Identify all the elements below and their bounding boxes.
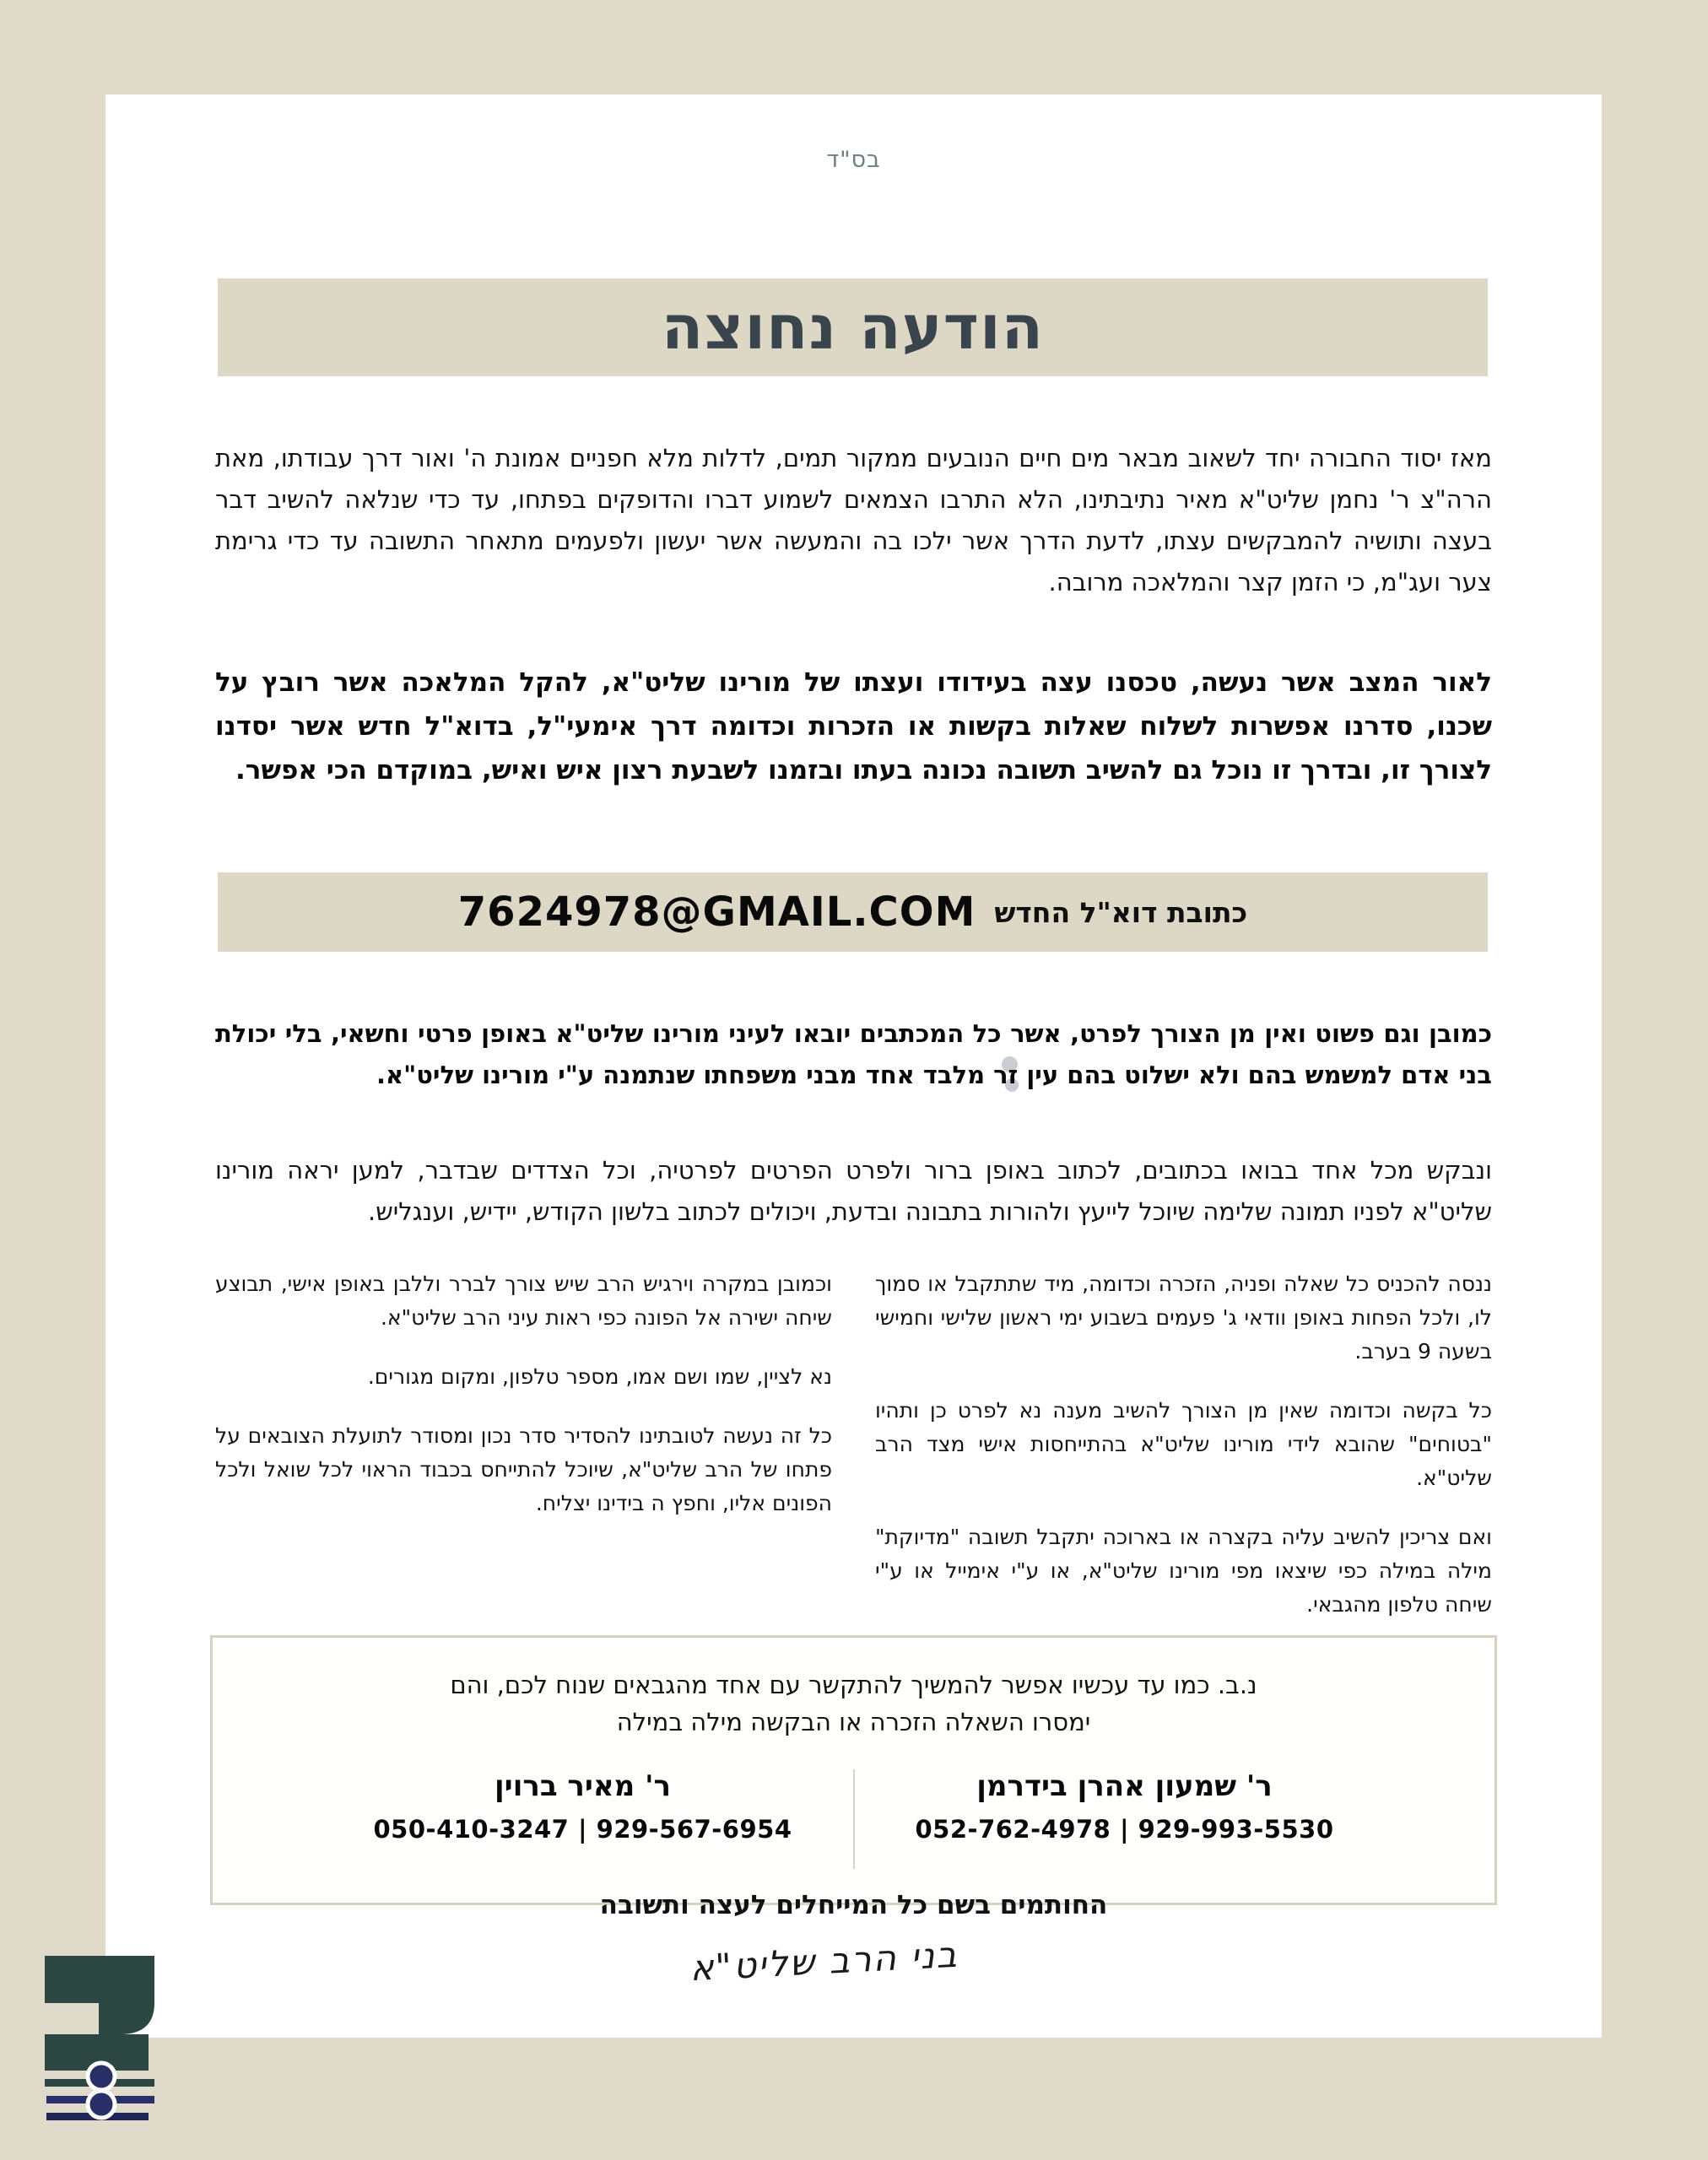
email-address: 7624978@GMAIL.COM [457, 888, 976, 936]
contact-phones: 050-410-3247 | 929-567-6954 [373, 1815, 792, 1844]
logo-glyph [45, 1956, 154, 2071]
email-label: כתובת דוא"ל החדש [994, 895, 1248, 929]
footer-signoff: החותמים בשם כל המייחלים לעצה ותשובה [599, 1890, 1108, 1920]
nb-contact-box [210, 1635, 1497, 1905]
title-band [218, 278, 1488, 376]
response-schedule-paragraph: ננסה להכניס כל שאלה ופניה, הזכרה וכדומה, מיד שתתקבל או סמוך לו, ולכל הפחות באופן וודאי ג' פעמים בשבוע ימי ראשון שלישי וחמישי בשעה 9 בערב. [875, 1272, 1492, 1364]
purpose-paragraph: כל זה נעשה לטובתינו להסדיר סדר נכון ומסודר לתועלת הצובאים על פתחו של הרב שליט"א, שיוכל להתייחס בכבוד הראוי לכל שואל ולכל הפונים אליו, וחפץ ה בידינו יצליח. [215, 1423, 832, 1515]
column-left [215, 1267, 832, 1647]
email-band [218, 872, 1488, 952]
contact-card [313, 1769, 853, 1844]
notice-page [105, 94, 1602, 2038]
nb-line-2: ימסרו השאלה הזכרה או הבקשה מילה במילה [616, 1708, 1091, 1736]
exact-answer-paragraph: ואם צריכין להשיב עליה בקצרה או בארוכה יתקבל תשובה "מדיוקת" מילה במילה כפי שיצאו מפי מורינו שליט"א, או ע"י אימייל או ע"י שיחה טלפון מהגבאי. [875, 1525, 1492, 1617]
contact-name: ר' שמעון אהרן בידרמן [976, 1769, 1273, 1803]
notice-title: הודעה נחוצה [661, 292, 1045, 363]
intro-paragraph: מאז יסוד החבורה יחד לשאוב מבאר מים חיים הנובעים ממקור תמים, לדלות מלא חפניים אמונת ה' ואור דרך עבודתו, מאת הרה"צ ר' נחמן שליט"א מאיר נתיבתינו, הלא התרבו הצמאים לשמוע דברו והדופקים בפתחו, עד כדי שנלאה להשיב דבר בעצה ותושיה להמבקשים עצתו, לדעת הדרך אשר ילכו בה והמעשה אשר יעשון ולפעמים מתאחר התשובה עד כדי גרימת צער ועג"מ, כי הזמן קצר והמלאכה מרובה. [215, 444, 1492, 597]
organization-logo [45, 1956, 156, 2129]
contact-card [855, 1769, 1395, 1844]
logo-circles [88, 2063, 115, 2118]
contact-name: ר' מאיר ברוין [495, 1769, 671, 1803]
two-column-section [215, 1267, 1492, 1647]
contacts-row [238, 1769, 1469, 1869]
no-reply-note-paragraph: כל בקשה וכדומה שאין מן הצורך להשיב מענה נא לפרט כן ותהיו "בטוחים" שהובא לידי מורינו שליט"א בהתייחסות אישי מצד הרב שליט"א. [875, 1398, 1492, 1490]
nb-line-1: נ.ב. כמו עד עכשיו אפשר להמשיך להתקשר עם אחד מהגבאים שנוח לכם, והם [450, 1671, 1257, 1699]
personal-call-paragraph: וכמובן במקרה וירגיש הרב שיש צורך לברר וללבן באופן אישי, תבוצע שיחה ישירה אל הפונה כפי ראות עיני הרב שליט"א. [215, 1272, 832, 1330]
contacts-divider [853, 1769, 855, 1869]
contact-phones: 052-762-4978 | 929-993-5530 [915, 1815, 1334, 1844]
signature-script: בני הרב שליט"א [689, 1933, 959, 1990]
announcement-paragraph: לאור המצב אשר נעשה, טכסנו עצה בעידודו ועצתו של מורינו שליט"א, להקל המלאכה אשר רובץ על שכנו, סדרנו אפשרות לשלוח שאלות בקשות או הזכרות וכדומה דרך אימעי"ל, בדוא"ל חדש אשר יסדנו לצורך זו, ובדרך זו נוכל גם להשיב תשובה נכונה בעתו ובזמנו לשבעת רצון איש ואיש, במוקדם הכי אפשר. [215, 667, 1492, 786]
column-right [875, 1267, 1492, 1647]
details-to-include-paragraph: נא לציין, שמו ושם אמו, מספר טלפון, ומקום מגורים. [367, 1364, 832, 1389]
privacy-paragraph: כמובן וגם פשוט ואין מן הצורך לפרט, אשר כל המכתבים יובאו לעיני מורינו שליט"א באופן פרטי וחשאי, בלי יכולת בני אדם למשמש בהם ולא ישלוט בהם עין זר מלבד אחד מבני משפחתו שנתמנה ע"י מורינו שליט"א. [215, 1019, 1492, 1089]
bsd-text: בס"ד [826, 147, 881, 173]
writing-instructions-paragraph: ונבקש מכל אחד בבואו בכתובים, לכתוב באופן ברור ולפרט הפרטים לפרטיה, וכל הצדדים שבדבר, למען יראה מורינו שליט"א לפניו תמונה שלימה שיוכל לייעץ ולהורות בתבונה ובדעת, ויכולים לכתוב בלשון הקודש, יידיש, וענגליש. [215, 1156, 1492, 1226]
